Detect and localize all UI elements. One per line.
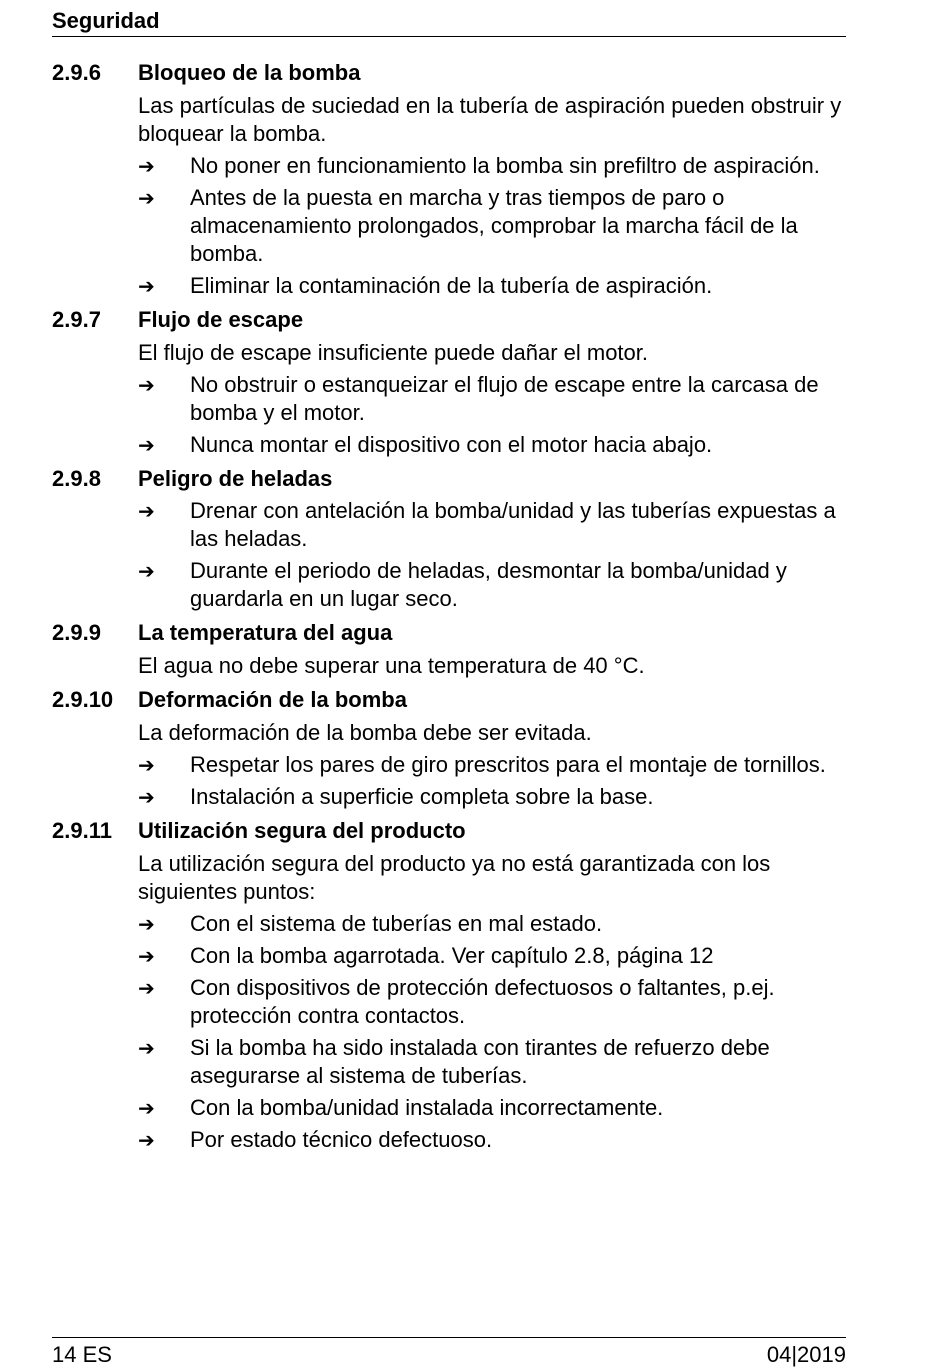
arrow-right-icon: ➔ xyxy=(138,912,155,936)
list-item-text: No obstruir o estanqueizar el flujo de escape entre la carcasa de bomba y el motor. xyxy=(190,372,819,425)
section-title: Bloqueo de la bomba xyxy=(138,60,361,85)
arrow-right-icon: ➔ xyxy=(138,944,155,968)
list-item xyxy=(138,151,846,183)
list-item xyxy=(138,909,846,941)
section xyxy=(52,683,846,814)
section-paragraph: El agua no debe superar una temperatura de 40 °C. xyxy=(138,653,645,678)
section-heading xyxy=(52,56,846,90)
list-item xyxy=(138,1093,846,1125)
section-title: La temperatura del agua xyxy=(138,620,393,645)
page-header xyxy=(52,6,846,37)
section-heading xyxy=(52,683,846,717)
list-item-text: Con dispositivos de protección defectuosos o faltantes, p.ej. protección contra contactos. xyxy=(190,975,775,1028)
list-item-text: Eliminar la contaminación de la tubería de aspiración. xyxy=(190,273,713,298)
list-item xyxy=(138,1125,846,1157)
section-title: Peligro de heladas xyxy=(138,466,333,491)
section-number: 2.9.9 xyxy=(52,620,101,645)
list-item xyxy=(138,271,846,303)
bullet-list xyxy=(138,370,846,462)
section xyxy=(52,56,846,303)
section-paragraph: La deformación de la bomba debe ser evitada. xyxy=(138,720,592,745)
list-item-text: Drenar con antelación la bomba/unidad y las tuberías expuestas a las heladas. xyxy=(190,498,836,551)
list-item-text: Con la bomba/unidad instalada incorrectamente. xyxy=(190,1095,664,1120)
list-item xyxy=(138,1033,846,1093)
section-title: Deformación de la bomba xyxy=(138,687,407,712)
page-content xyxy=(52,56,846,1157)
footer-page-number: 14 ES xyxy=(52,1342,112,1367)
arrow-right-icon: ➔ xyxy=(138,1036,155,1060)
arrow-right-icon: ➔ xyxy=(138,186,155,210)
arrow-right-icon: ➔ xyxy=(138,753,155,777)
arrow-right-icon: ➔ xyxy=(138,559,155,583)
section xyxy=(52,303,846,462)
section-number: 2.9.10 xyxy=(52,687,114,712)
list-item xyxy=(138,782,846,814)
section xyxy=(52,462,846,616)
list-item-text: Por estado técnico defectuoso. xyxy=(190,1127,493,1152)
section-number: 2.9.11 xyxy=(52,818,112,843)
arrow-right-icon: ➔ xyxy=(138,976,155,1000)
list-item-text: Instalación a superficie completa sobre la base. xyxy=(190,784,654,809)
list-item-text: Antes de la puesta en marcha y tras tiempos de paro o almacenamiento prolongados, comprobar la marcha fácil de la bomba. xyxy=(190,185,798,266)
arrow-right-icon: ➔ xyxy=(138,274,155,298)
bullet-list xyxy=(138,496,846,616)
section-title: Flujo de escape xyxy=(138,307,304,332)
section xyxy=(52,616,846,683)
list-item xyxy=(138,430,846,462)
bullet-list xyxy=(138,151,846,303)
list-item-text: Respetar los pares de giro prescritos para el montaje de tornillos. xyxy=(190,752,826,777)
arrow-right-icon: ➔ xyxy=(138,1096,155,1120)
section-heading xyxy=(52,462,846,496)
list-item-text: Con el sistema de tuberías en mal estado. xyxy=(190,911,603,936)
list-item-text: Nunca montar el dispositivo con el motor hacia abajo. xyxy=(190,432,713,457)
section-paragraph: El flujo de escape insuficiente puede dañar el motor. xyxy=(138,340,648,365)
arrow-right-icon: ➔ xyxy=(138,373,155,397)
arrow-right-icon: ➔ xyxy=(138,1128,155,1152)
list-item xyxy=(138,556,846,616)
list-item xyxy=(138,973,846,1033)
section-number: 2.9.7 xyxy=(52,307,101,332)
arrow-right-icon: ➔ xyxy=(138,154,155,178)
list-item-text: No poner en funcionamiento la bomba sin prefiltro de aspiración. xyxy=(190,153,820,178)
footer-date: 04|2019 xyxy=(766,1342,846,1367)
section-heading xyxy=(52,814,846,848)
list-item-text: Si la bomba ha sido instalada con tirantes de refuerzo debe asegurarse al sistema de tuberías. xyxy=(190,1035,770,1088)
arrow-right-icon: ➔ xyxy=(138,433,155,457)
list-item xyxy=(138,941,846,973)
section-heading xyxy=(52,616,846,650)
list-item xyxy=(138,496,846,556)
section-title: Utilización segura del producto xyxy=(138,818,466,843)
section-number: 2.9.6 xyxy=(52,60,101,85)
arrow-right-icon: ➔ xyxy=(138,785,155,809)
header-title: Seguridad xyxy=(52,8,160,33)
list-item xyxy=(138,370,846,430)
list-item-text: Durante el periodo de heladas, desmontar la bomba/unidad y guardarla en un lugar seco. xyxy=(190,558,787,611)
list-item xyxy=(138,750,846,782)
section-number: 2.9.8 xyxy=(52,466,101,491)
arrow-right-icon: ➔ xyxy=(138,499,155,523)
section-heading xyxy=(52,303,846,337)
list-item xyxy=(138,183,846,271)
list-item-text: Con la bomba agarrotada. Ver capítulo 2.8, página 12 xyxy=(190,943,714,968)
section xyxy=(52,814,846,1157)
bullet-list xyxy=(138,909,846,1157)
page-footer xyxy=(52,1337,846,1370)
section-paragraph: La utilización segura del producto ya no está garantizada con los siguientes puntos: xyxy=(138,851,771,904)
section-paragraph: Las partículas de suciedad en la tubería de aspiración pueden obstruir y bloquear la bomba. xyxy=(138,93,842,146)
bullet-list xyxy=(138,750,846,814)
